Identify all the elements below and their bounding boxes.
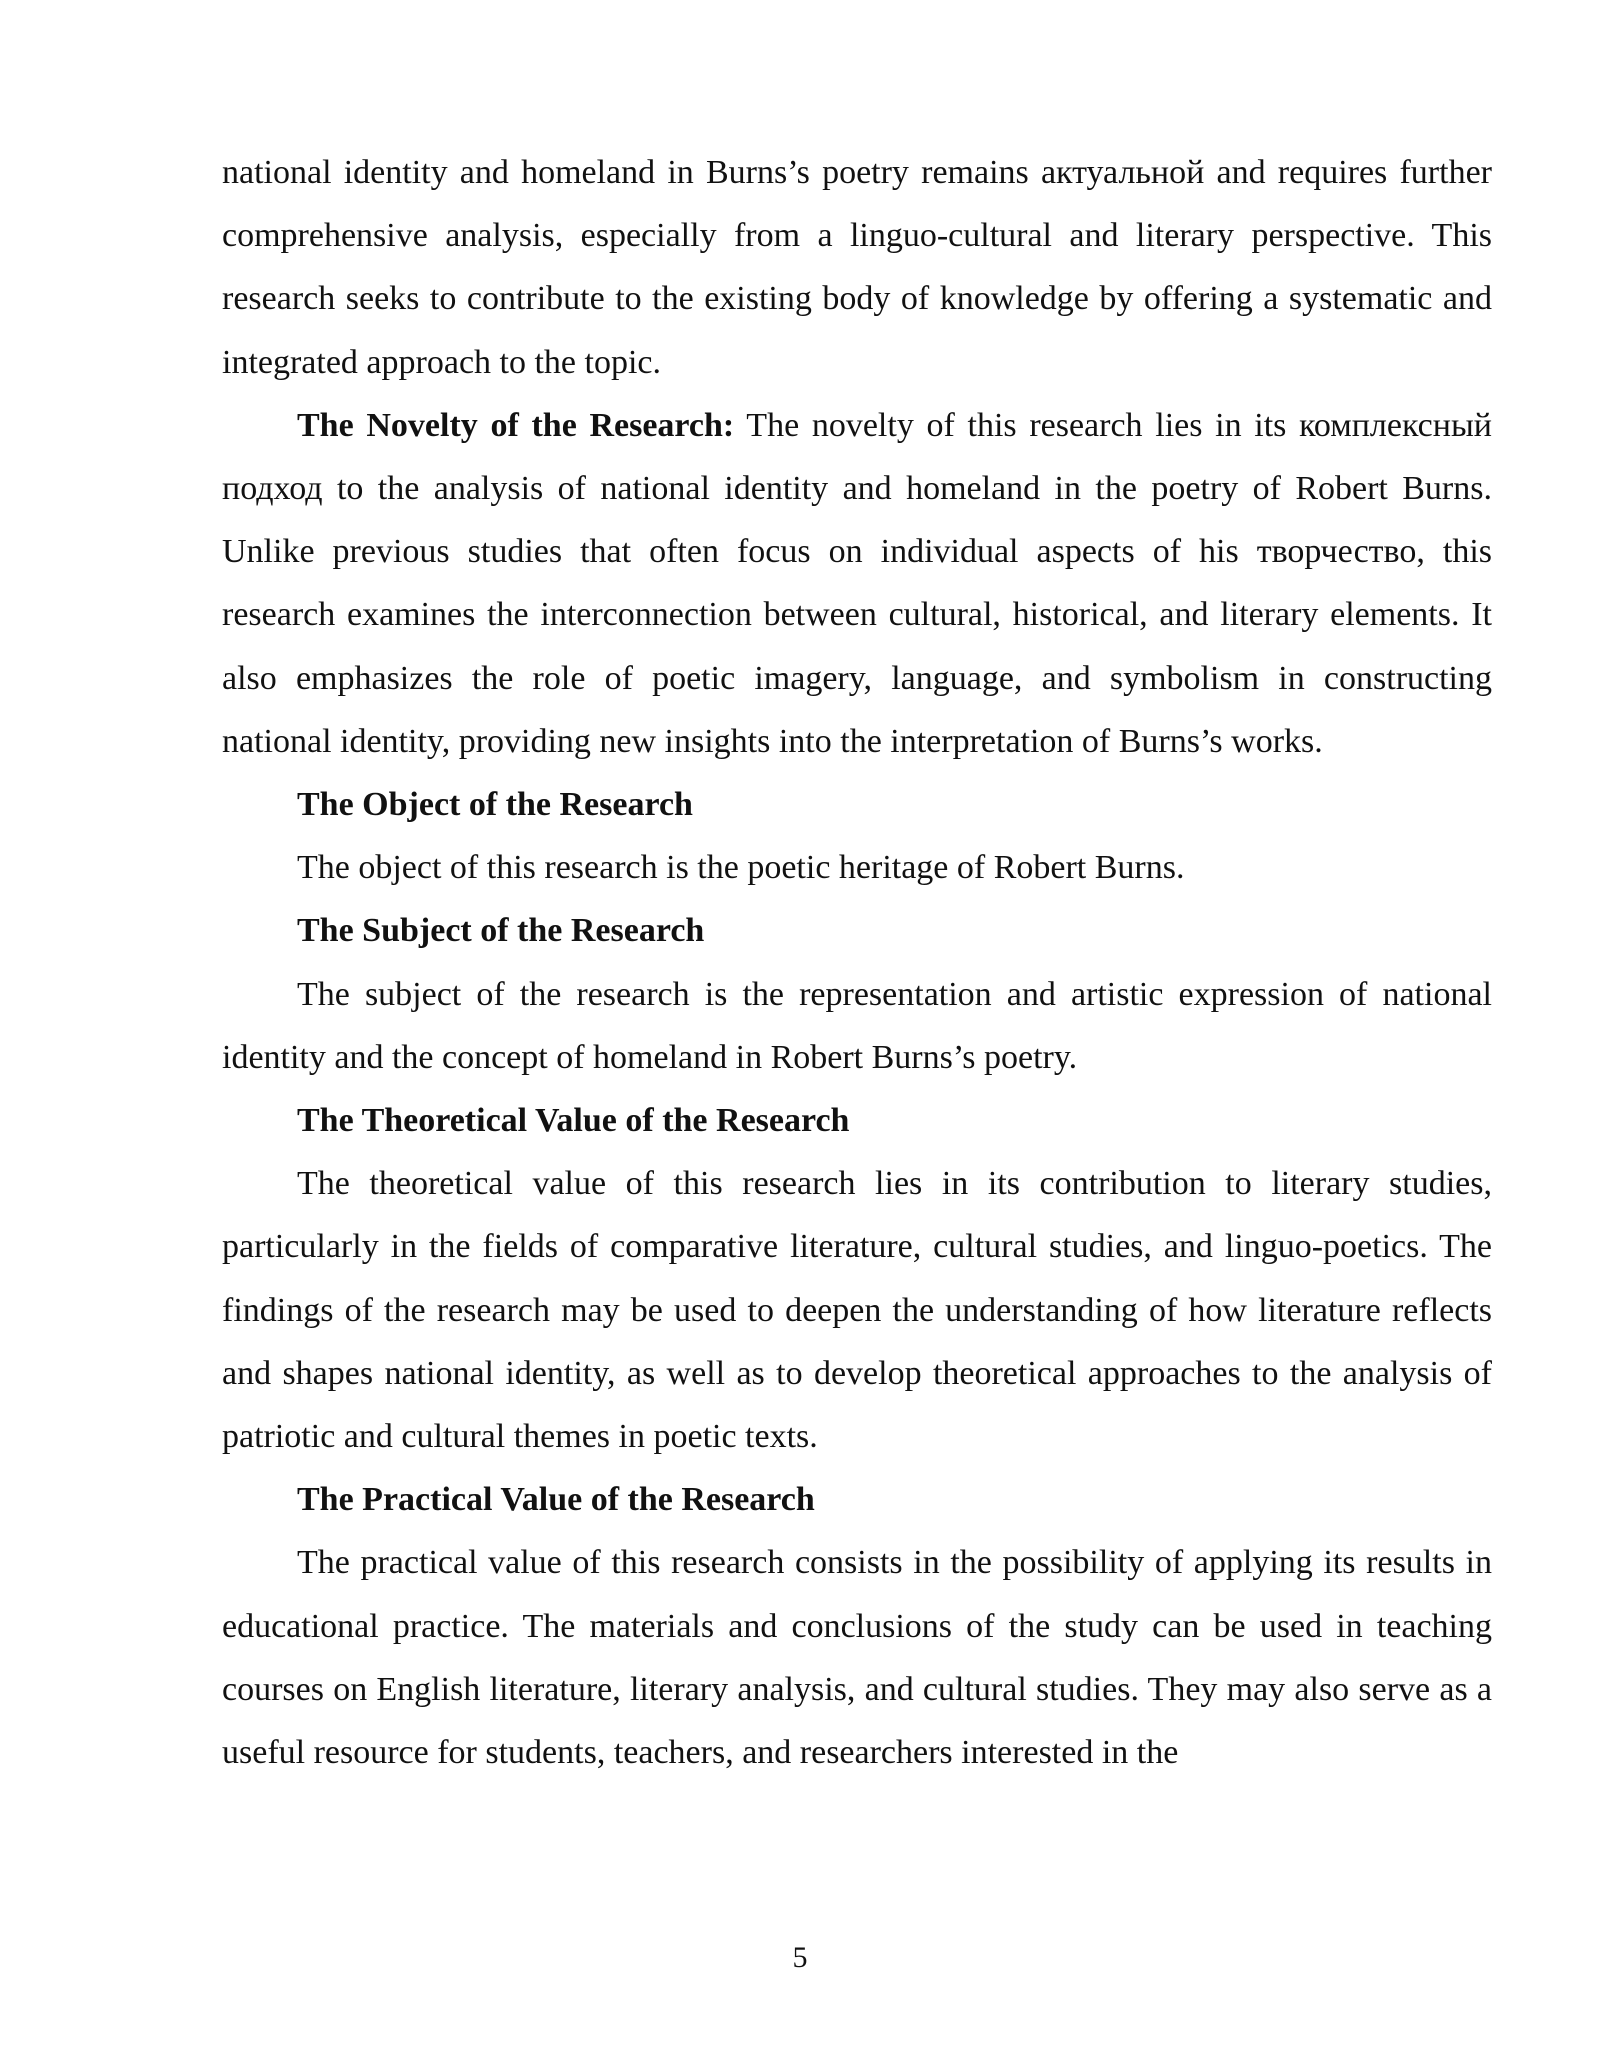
- subject-paragraph: The subject of the research is the representation and artistic expression of national identity and the concept of homeland in Robert Burns’s poetry.: [222, 975, 1492, 1076]
- continuation-paragraph: national identity and homeland in Burns’s poetry remains актуальной and requires further comprehensive analysis, especially from a linguo-cultural and literary perspective. This research seeks to contribute to the existing body of knowledge by offering a systematic and integrated approach to the topic.: [222, 154, 1492, 381]
- novelty-text: The novelty of this research lies in its комплексный подход to the analysis of national identity and homeland in the poetry of Robert Burns. Unlike previous studies that often focus on individual aspects of his творчество, this research examines the interconnection between cultural, historical, and literary elements. It also emphasizes the role of poetic imagery, language, and symbolism in constructing national identity, providing new insights into the interpretation of Burns’s works.: [222, 406, 1492, 760]
- document-page: [222, 141, 1492, 1784]
- theoretical-value-heading: The Theoretical Value of the Research: [297, 1102, 850, 1140]
- novelty-heading: The Novelty of the Research:: [297, 406, 735, 444]
- subject-heading: The Subject of the Research: [297, 912, 705, 950]
- object-heading: The Object of the Research: [297, 786, 693, 824]
- object-paragraph: The object of this research is the poetic heritage of Robert Burns.: [297, 849, 1185, 887]
- page-number: 5: [792, 1941, 808, 1974]
- theoretical-value-paragraph: The theoretical value of this research lies in its contribution to literary studies, particularly in the fields of comparative literature, cultural studies, and linguo-poetics. The findings of the research may be used to deepen the understanding of how literature reflects and shapes national identity, as well as to develop theoretical approaches to the analysis of patriotic and cultural themes in poetic texts.: [222, 1165, 1492, 1456]
- novelty-paragraph: [222, 394, 1492, 773]
- practical-value-heading: The Practical Value of the Research: [297, 1481, 815, 1519]
- practical-value-paragraph: The practical value of this research consists in the possibility of applying its results in educational practice. The materials and conclusions of the study can be used in teaching courses on English literature, literary analysis, and cultural studies. They may also serve as a useful resource for students, teachers, and researchers interested in the: [222, 1544, 1492, 1772]
